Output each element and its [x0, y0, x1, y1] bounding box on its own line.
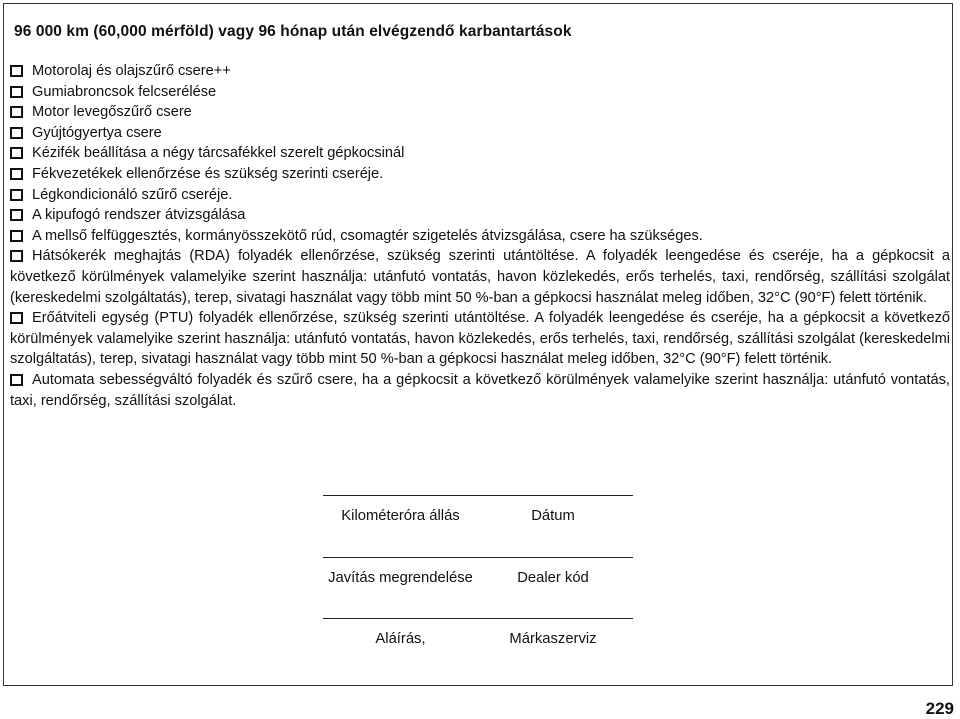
checklist-item-text: Automata sebességváltó folyadék és szűrő csere, ha a gépkocsit a következő körülmények valamelyike szerint használja: utánfutó vontatás, taxi, rendőrség, szállítási szolgálat. [10, 371, 950, 409]
checklist-item [10, 205, 950, 226]
page-number: 229 [925, 699, 954, 718]
checklist-item-text: A mellső felfüggesztés, kormányösszekötő rúd, csomagtér szigetelés átvizsgálása, csere ha szükséges. [32, 227, 703, 244]
odometer-label: Kilométeróra állás [341, 508, 460, 524]
checklist-item-text: Hátsókerék meghajtás (RDA) folyadék ellenőrzése, szükség szerinti utántöltése. A folyadék leengedése és cseréje, ha a gépkocsit a következő körülmények valamelyike szerint használja: utánfutó vontatás, havon közlekedés, erős terhelés, taxi, rendőrség, szállítási szolgálat (kereskedelmi szolgáltatás), terep, sivatagi használat vagy több mint 50 %-ban a gépkocsi használat meleg időben, 32°C (90°F) felett történik. [10, 248, 950, 306]
signature-line [323, 618, 633, 619]
signature-row-repair-order [323, 557, 633, 617]
date-label: Dátum [531, 508, 575, 524]
checklist-item [10, 102, 950, 123]
checkbox-icon[interactable] [10, 374, 23, 386]
checklist-item [10, 308, 950, 370]
checklist-item-text: A kipufogó rendszer átvizsgálása [32, 207, 246, 224]
signature-line [323, 495, 633, 496]
signature-label: Aláírás, [375, 631, 426, 647]
checklist-item [10, 143, 950, 164]
checklist-item [10, 185, 950, 206]
checkbox-icon[interactable] [10, 250, 23, 262]
checklist-item-text: Erőátviteli egység (PTU) folyadék ellenőrzése, szükség szerinti utántöltése. A folyadék leengedése és cseréje, ha a gépkocsit a következő körülmények valamelyike szerint használja: utánfutó vontatás, havon közlekedés, erős terhelés, taxi, rendőrség, szállítási szolgálat (kereskedelmi szolgáltatás), terep, sivatagi használat vagy több mint 50 %-ban a gépkocsi használat meleg időben, 32°C (90°F) felett történik. [10, 310, 950, 368]
maintenance-checklist [10, 61, 950, 411]
repair-order-label: Javítás megrendelése [328, 570, 473, 586]
signature-row-odometer [323, 495, 633, 555]
checklist-item [10, 123, 950, 144]
checkbox-icon[interactable] [10, 168, 23, 180]
dealer-code-label: Dealer kód [517, 570, 589, 586]
checklist-item [10, 61, 950, 82]
checklist-item-text: Gyújtógyertya csere [32, 124, 162, 141]
checkbox-icon[interactable] [10, 86, 23, 98]
checklist-item [10, 370, 950, 411]
checklist-item [10, 82, 950, 103]
checkbox-icon[interactable] [10, 209, 23, 221]
checkbox-icon[interactable] [10, 147, 23, 159]
checklist-item-text: Fékvezetékek ellenőrzése és szükség szerinti cseréje. [32, 165, 384, 182]
checklist-item-text: Légkondicionáló szűrő cseréje. [32, 186, 233, 203]
dealership-label: Márkaszerviz [509, 631, 597, 647]
checkbox-icon[interactable] [10, 189, 23, 201]
checklist-item [10, 246, 950, 308]
page-title: 96 000 km (60,000 mérföld) vagy 96 hónap után elvégzendő karbantartások [14, 23, 572, 40]
checkbox-icon[interactable] [10, 230, 23, 242]
checklist-item [10, 226, 950, 247]
checkbox-icon[interactable] [10, 127, 23, 139]
checklist-item-text: Motor levegőszűrő csere [32, 104, 192, 121]
checkbox-icon[interactable] [10, 106, 23, 118]
signature-row-signature [323, 618, 633, 678]
checklist-item-text: Motorolaj és olajszűrő csere++ [32, 63, 231, 79]
checklist-item-text: Kézifék beállítása a négy tárcsafékkel szerelt gépkocsinál [32, 145, 405, 162]
checklist-item-text: Gumiabroncsok felcserélése [32, 83, 217, 100]
checklist-item [10, 164, 950, 185]
checkbox-icon[interactable] [10, 312, 23, 324]
checkbox-icon[interactable] [10, 65, 23, 77]
signature-line [323, 557, 633, 558]
